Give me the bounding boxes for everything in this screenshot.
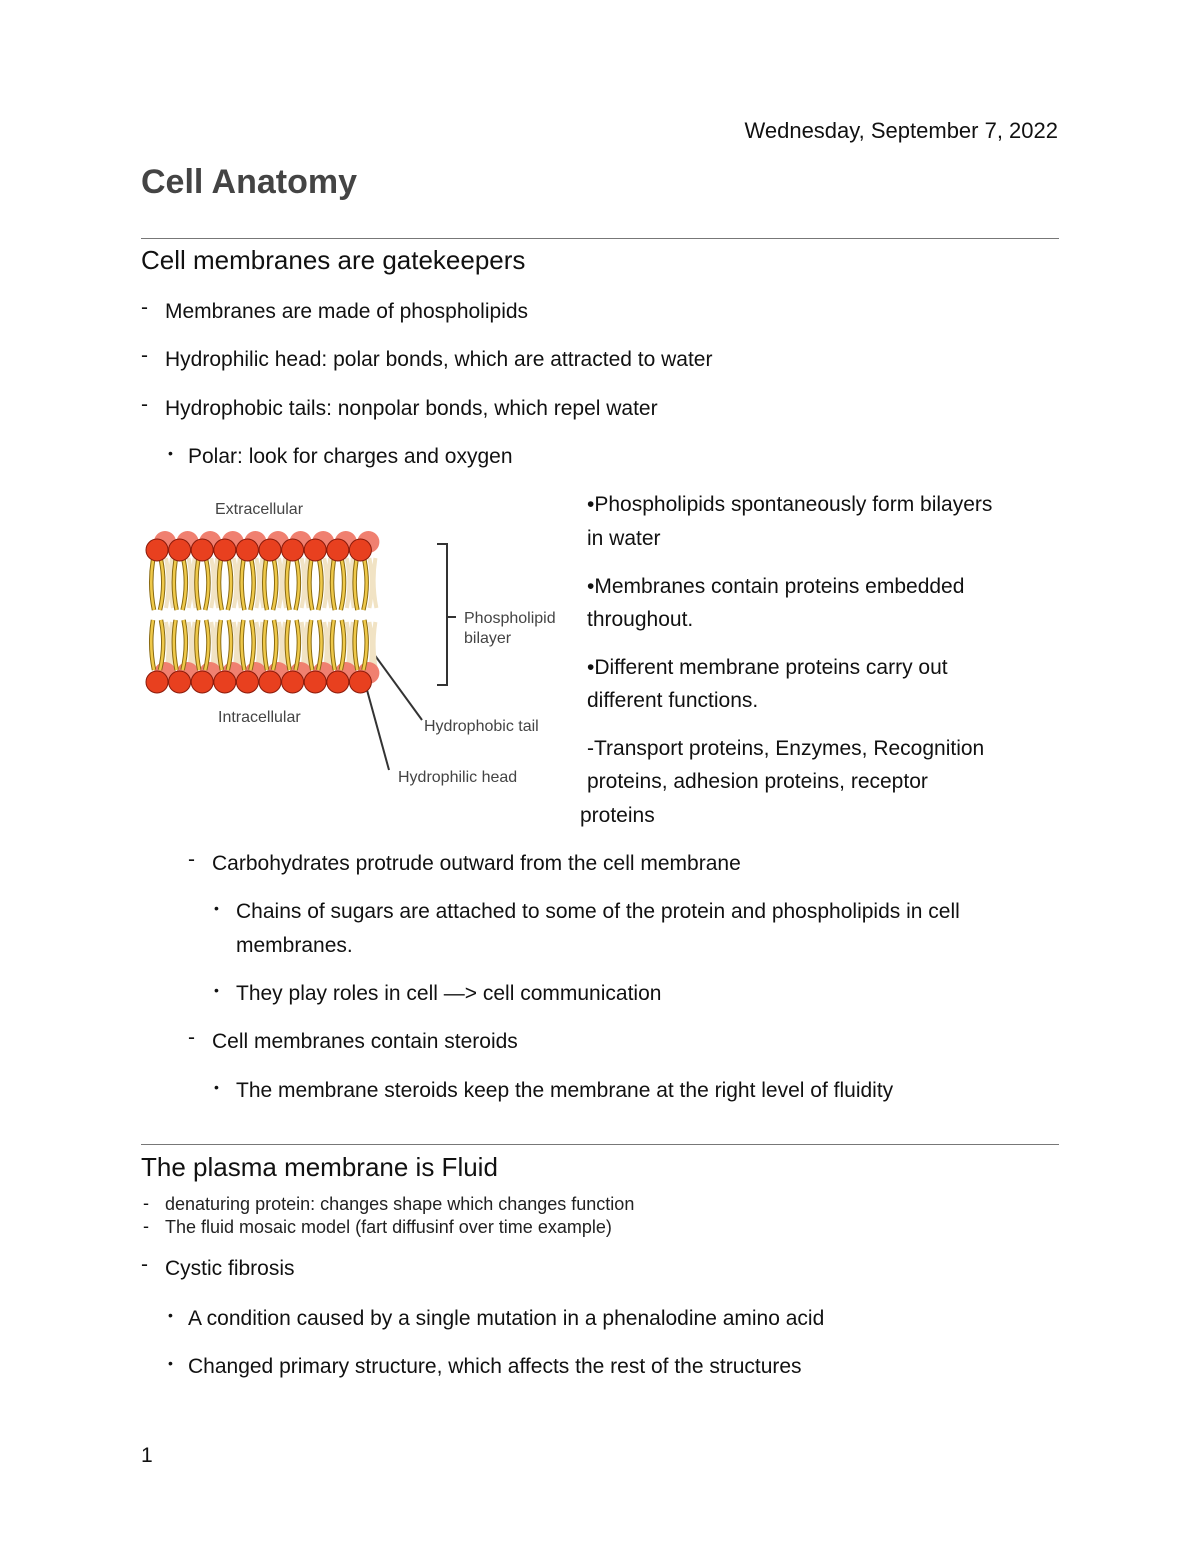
bullet-marker: • xyxy=(168,445,173,461)
tail-outline xyxy=(309,560,321,670)
list-item: Cystic fibrosis xyxy=(165,1257,295,1280)
hydrophilic-head xyxy=(146,671,168,693)
dash-marker: - xyxy=(141,344,148,367)
phospholipid-bilayer-diagram xyxy=(135,490,575,790)
hydrophilic-head xyxy=(146,539,168,561)
label-extracellular: Extracellular xyxy=(215,501,304,518)
hydrophilic-head xyxy=(214,539,236,561)
pointer-line xyxy=(367,690,389,770)
bullet-marker: • xyxy=(214,982,219,998)
page-number: 1 xyxy=(141,1444,153,1467)
bullet-marker: • xyxy=(168,1307,173,1323)
bullet-marker: • xyxy=(214,1079,219,1095)
list-item: Membranes are made of phospholipids xyxy=(165,300,529,323)
date: Wednesday, September 7, 2022 xyxy=(744,118,1058,143)
list-item: The fluid mosaic model (fart diffusinf over time example) xyxy=(165,1217,612,1237)
hydrophilic-head xyxy=(349,671,371,693)
hydrophilic-head xyxy=(259,539,281,561)
list-item: Chains of sugars are attached to some of the protein and phospholipids in cell xyxy=(236,900,960,923)
dash-marker: - xyxy=(143,1216,149,1236)
section-heading: The plasma membrane is Fluid xyxy=(141,1152,498,1182)
hydrophilic-head xyxy=(349,539,371,561)
tail-outline xyxy=(242,560,254,670)
list-item: membranes. xyxy=(236,934,353,957)
label-hydrophilic-head: Hydrophilic head xyxy=(398,769,518,786)
side-text: throughout. xyxy=(587,608,694,631)
side-text: in water xyxy=(587,527,661,550)
hydrophilic-head xyxy=(259,671,281,693)
hydrophilic-head xyxy=(304,539,326,561)
side-text: proteins xyxy=(580,804,655,827)
list-item: Carbohydrates protrude outward from the cell membrane xyxy=(212,852,741,875)
label-bilayer: bilayer xyxy=(464,630,512,647)
hydrophilic-head xyxy=(327,671,349,693)
divider xyxy=(141,1144,1059,1145)
side-text: •Phospholipids spontaneously form bilayers xyxy=(587,493,993,516)
hydrophilic-head xyxy=(214,671,236,693)
list-item: Changed primary structure, which affects the rest of the structures xyxy=(188,1355,802,1378)
back-tail xyxy=(369,558,376,672)
side-text: •Membranes contain proteins embedded xyxy=(587,575,965,598)
hydrophilic-head xyxy=(282,671,304,693)
hydrophilic-head xyxy=(191,671,213,693)
side-text: different functions. xyxy=(587,689,759,712)
list-item: The membrane steroids keep the membrane at the right level of fluidity xyxy=(236,1079,894,1102)
side-text: proteins, adhesion proteins, receptor xyxy=(587,770,928,793)
hydrophilic-head xyxy=(169,539,191,561)
tail-outline xyxy=(151,560,163,670)
tail-outline xyxy=(287,560,299,670)
list-item: Cell membranes contain steroids xyxy=(212,1030,518,1053)
list-item: A condition caused by a single mutation in a phenalodine amino acid xyxy=(188,1307,825,1330)
dash-marker: - xyxy=(141,393,148,416)
hydrophilic-head xyxy=(236,539,258,561)
hydrophilic-head xyxy=(282,539,304,561)
hydrophilic-head xyxy=(327,539,349,561)
bracket xyxy=(437,544,456,685)
tail-outline xyxy=(355,560,367,670)
tail-outline xyxy=(219,560,231,670)
tail-outline xyxy=(264,560,276,670)
list-item: Hydrophilic head: polar bonds, which are attracted to water xyxy=(165,348,713,371)
dash-marker: - xyxy=(141,296,148,319)
list-item: denaturing protein: changes shape which changes function xyxy=(165,1194,635,1214)
divider xyxy=(141,238,1059,239)
page-title: Cell Anatomy xyxy=(141,163,358,201)
list-item: They play roles in cell —> cell communication xyxy=(236,982,662,1005)
dash-marker: - xyxy=(188,848,195,871)
list-item: Polar: look for charges and oxygen xyxy=(188,445,513,468)
label-hydrophobic-tail: Hydrophobic tail xyxy=(424,718,539,735)
tail-outline xyxy=(196,560,208,670)
section-heading: Cell membranes are gatekeepers xyxy=(141,245,526,275)
dash-marker: - xyxy=(143,1193,149,1213)
tail-outline xyxy=(332,560,344,670)
side-text: -Transport proteins, Enzymes, Recognition xyxy=(587,737,985,760)
hydrophilic-head xyxy=(304,671,326,693)
dash-marker: - xyxy=(188,1026,195,1049)
hydrophilic-head xyxy=(236,671,258,693)
label-intracellular: Intracellular xyxy=(218,709,301,726)
hydrophilic-head xyxy=(191,539,213,561)
label-phospholipid: Phospholipid xyxy=(464,610,556,627)
hydrophilic-head xyxy=(169,671,191,693)
bullet-marker: • xyxy=(214,900,219,916)
side-text: •Different membrane proteins carry out xyxy=(587,656,948,679)
tail-outline xyxy=(174,560,186,670)
dash-marker: - xyxy=(141,1253,148,1276)
pointer-line xyxy=(371,650,422,720)
bullet-marker: • xyxy=(168,1355,173,1371)
list-item: Hydrophobic tails: nonpolar bonds, which repel water xyxy=(165,397,658,420)
